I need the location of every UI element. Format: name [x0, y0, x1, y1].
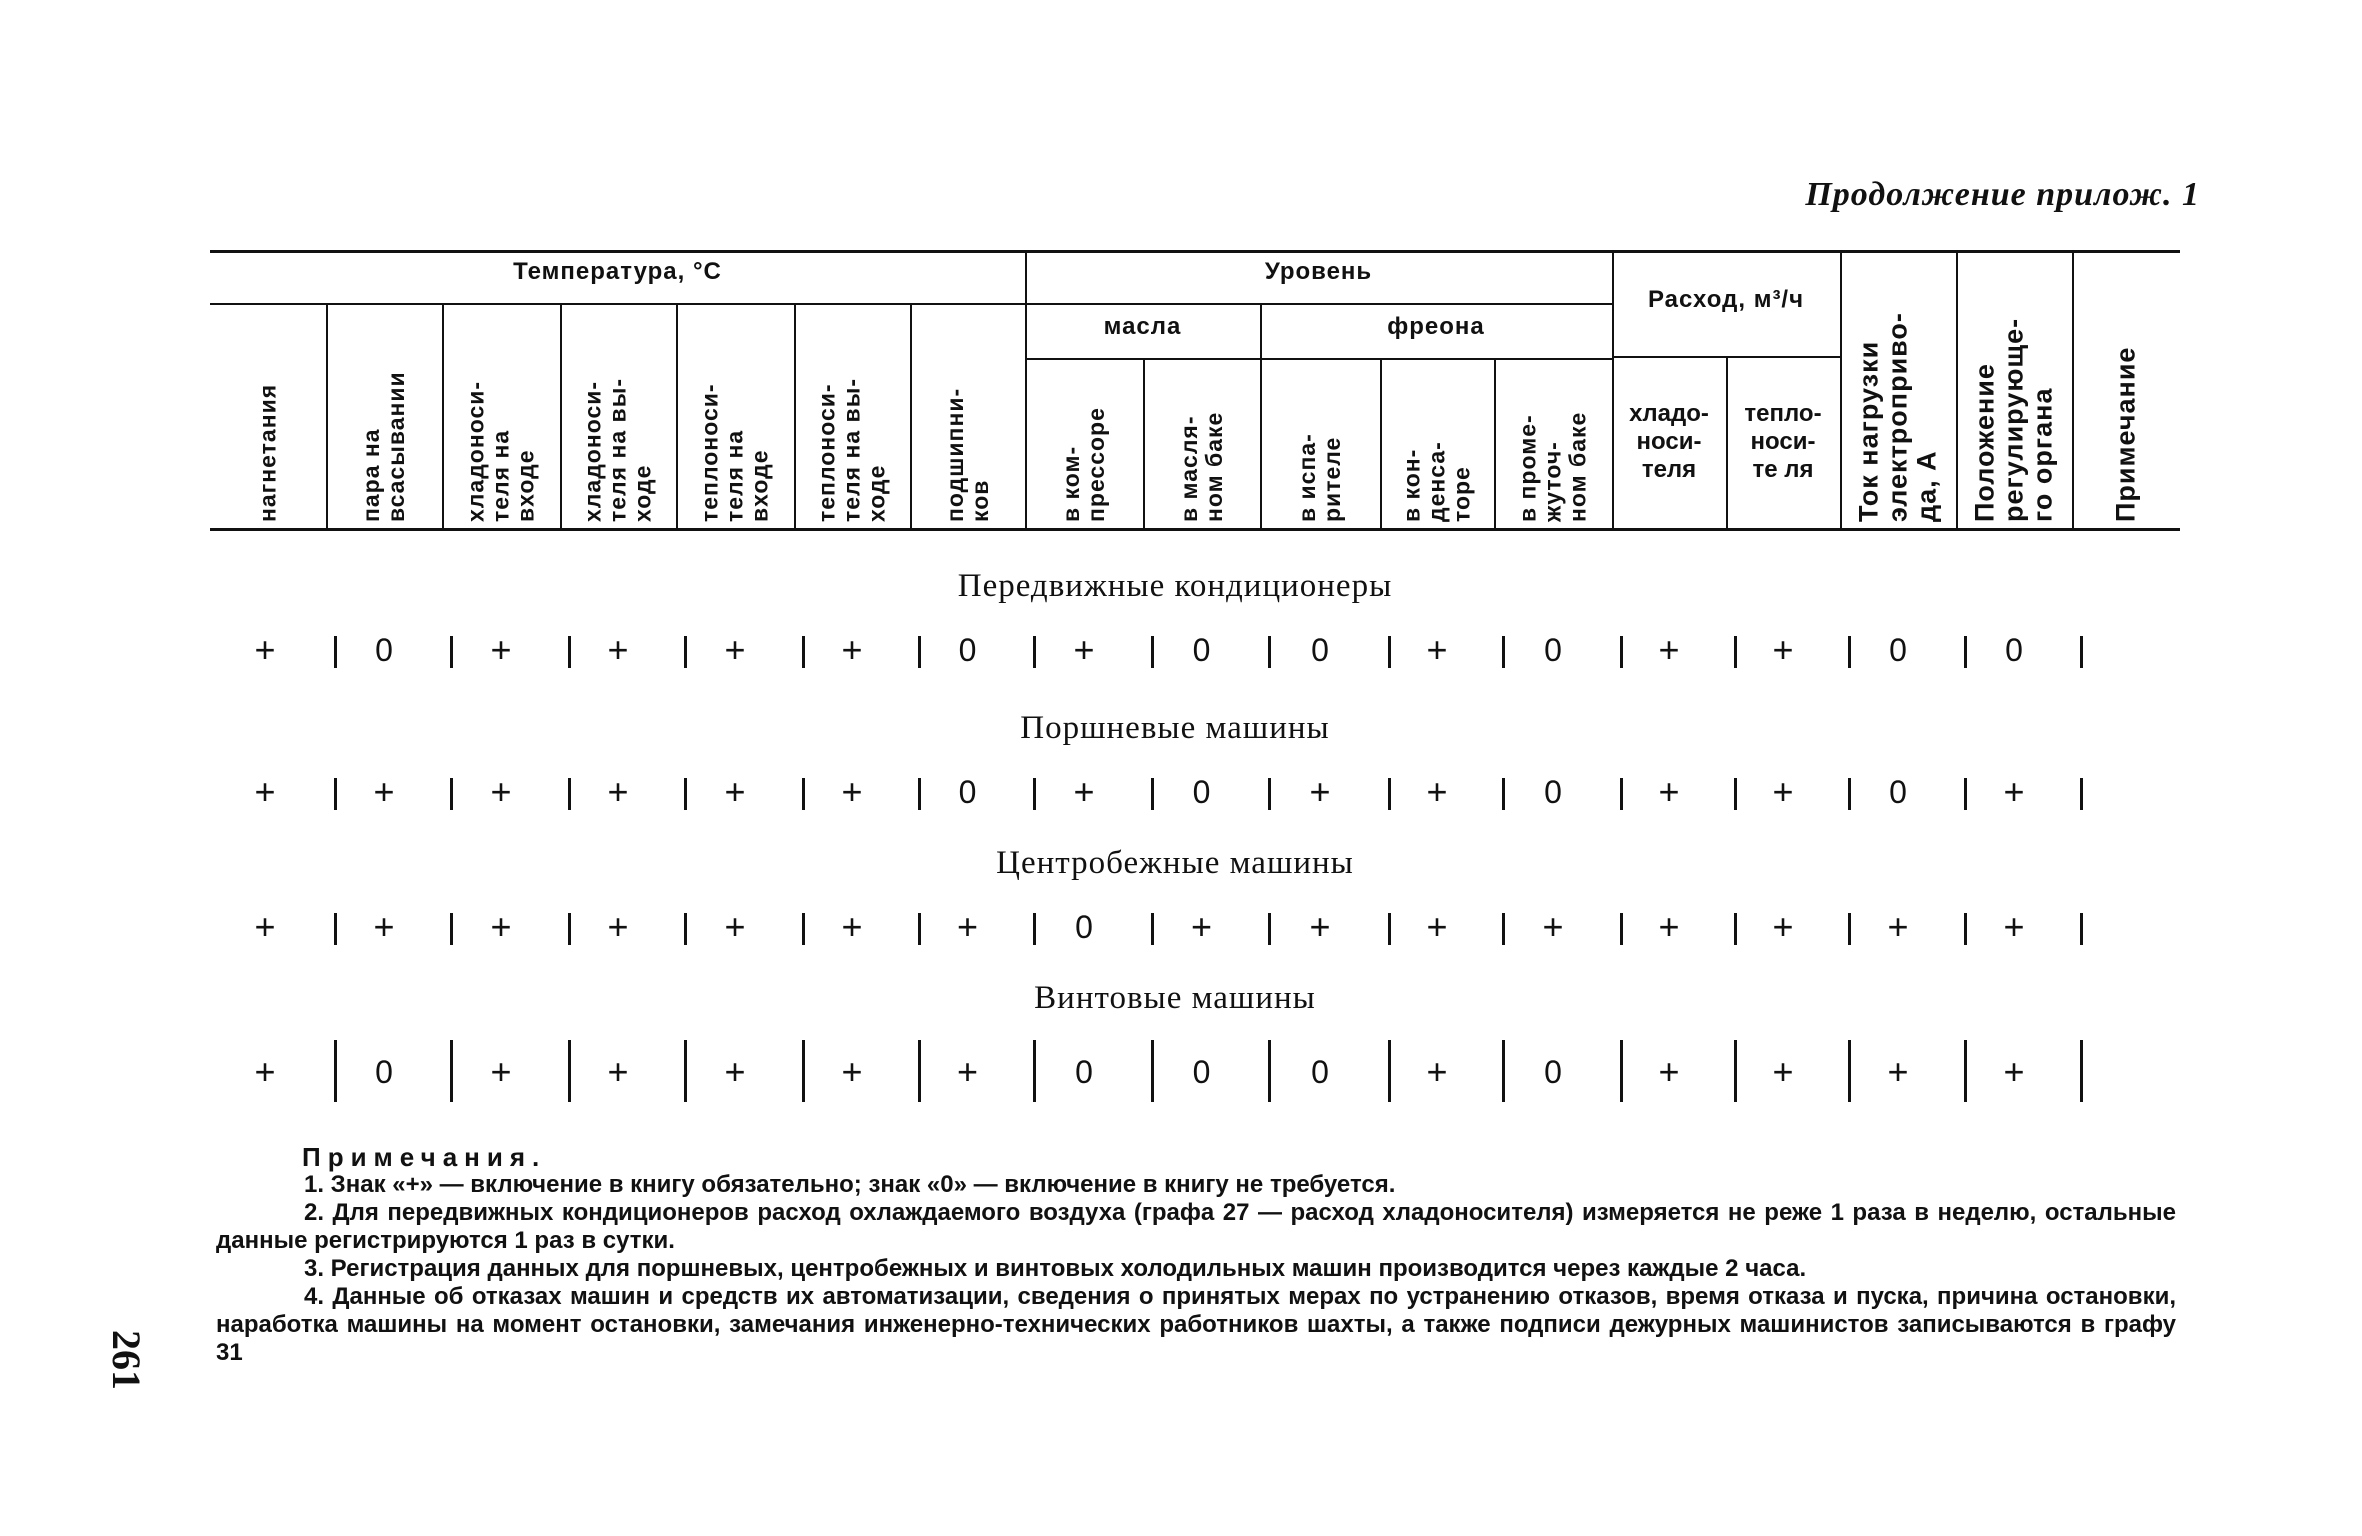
table-cell: + [1658, 906, 1680, 947]
sub-freon-label: фреона [1387, 313, 1485, 340]
column-separator [450, 636, 453, 668]
column-separator [568, 913, 571, 945]
column-separator [684, 778, 687, 810]
column-header-text: теплоноси- теля на входе [696, 383, 773, 522]
table-cell: + [373, 906, 395, 947]
column-header [910, 303, 1025, 528]
table-cell: + [1772, 1051, 1794, 1092]
column-separator [1848, 778, 1851, 810]
column-separator [684, 636, 687, 668]
note-item: 2. Для передвижных кондиционеров расход охлаждаемого воздуха (графа 27 — расход хладоносителя) измеряется не реже 1 раза в неделю, остальные данные регистрируются 1 раз в сутки. [216, 1199, 2176, 1254]
table-cell: + [1542, 906, 1564, 947]
column-header [1143, 358, 1260, 528]
column-header-text: хладоноси- теля на вы- ходе [579, 378, 656, 522]
column-separator [1848, 913, 1851, 945]
table-cell: + [724, 629, 746, 670]
table-cell: 0 [1075, 909, 1093, 945]
column-separator [1151, 778, 1154, 810]
table-cell: + [254, 906, 276, 947]
column-separator [1268, 636, 1271, 668]
column-header [560, 303, 676, 528]
group-temperature-label: Температура, °С [513, 258, 722, 285]
column-separator [334, 778, 337, 810]
column-header [1956, 251, 2072, 528]
column-separator [684, 1040, 687, 1102]
column-separator [1620, 778, 1623, 810]
column-separator [1388, 1040, 1391, 1102]
column-header-line: те ля [1752, 456, 1814, 483]
table-cell: + [1309, 906, 1331, 947]
table-cell: 0 [1889, 632, 1907, 668]
table-cell: + [254, 629, 276, 670]
table-cell: 0 [958, 774, 977, 810]
header-bottom-rule [210, 528, 2180, 531]
column-separator [334, 913, 337, 945]
column-separator [2080, 1040, 2083, 1102]
column-header-text: хладоноси- теля на входе [462, 380, 539, 522]
column-header [210, 303, 326, 528]
column-separator [450, 778, 453, 810]
column-header-text: в кон- денса- торе [1398, 441, 1475, 522]
table-cell: + [1772, 771, 1794, 812]
table-cell: + [724, 906, 746, 947]
column-header [1260, 358, 1380, 528]
column-separator [1151, 913, 1154, 945]
table-cell: 0 [1311, 632, 1329, 668]
column-separator [802, 636, 805, 668]
column-header-text: в проме- жуточ- ном баке [1514, 411, 1591, 522]
table-cell: + [490, 906, 512, 947]
table-cell: + [2003, 1051, 2025, 1092]
column-header [1840, 251, 1956, 528]
table-cell: + [2003, 906, 2025, 947]
table-cell: + [490, 771, 512, 812]
column-header [442, 303, 560, 528]
table-cell: + [1658, 629, 1680, 670]
column-separator [918, 1040, 921, 1102]
table-cell: 0 [1192, 632, 1211, 668]
column-separator [1033, 636, 1036, 668]
column-header-text: пара на всасывании [358, 371, 409, 522]
column-separator [918, 913, 921, 945]
column-separator [1151, 1040, 1154, 1102]
table-cell: + [724, 771, 746, 812]
column-separator [2080, 778, 2083, 810]
table-cell: + [607, 906, 629, 947]
column-separator [1964, 636, 1967, 668]
column-separator [1620, 913, 1623, 945]
column-separator [1033, 913, 1036, 945]
sub-oil-label: масла [1103, 313, 1182, 340]
column-header-line: носи- [1750, 428, 1816, 455]
table-cell: + [1309, 771, 1331, 812]
table-cell: + [607, 1051, 629, 1092]
table-cell: + [724, 1051, 746, 1092]
column-header [1025, 358, 1143, 528]
column-separator [1388, 636, 1391, 668]
table-cell: 0 [1192, 1054, 1211, 1090]
table-cell: + [1887, 1051, 1909, 1092]
table-cell: + [373, 771, 395, 812]
table-row [0, 897, 2362, 957]
table-cell: + [841, 906, 863, 947]
note-item: 1. Знак «+» — включение в книгу обязательно; знак «0» — включение в книгу не требуется. [304, 1171, 1396, 1198]
column-header-text: в испа- рителе [1294, 433, 1345, 522]
note-item: 4. Данные об отказах машин и средств их автоматизации, сведения о принятых мерах по устранению отказов, время отказа и пуска, причина остановки, наработка машины на момент остановки, замечания инженерно-технических работников шахты, а также подписи дежурных машинистов записываются в графу 31 [216, 1283, 2176, 1366]
column-header [794, 303, 910, 528]
column-header-text: теплоноси- теля на вы- ходе [813, 378, 890, 522]
table-cell: + [841, 1051, 863, 1092]
table-cell: + [1772, 629, 1794, 670]
table-cell: 0 [375, 632, 393, 668]
column-header-line: хладо- [1629, 400, 1709, 427]
column-separator [802, 913, 805, 945]
column-separator [2080, 636, 2083, 668]
section-title: Поршневые машины [1020, 710, 1330, 746]
table-cell: 0 [1544, 1054, 1562, 1090]
table-cell: + [1658, 771, 1680, 812]
column-separator [1848, 1040, 1851, 1102]
notes-title: Примечания. [302, 1142, 547, 1172]
table-row [0, 762, 2362, 822]
column-header [676, 303, 794, 528]
column-header-line: тепло- [1744, 400, 1822, 427]
column-separator [1620, 1040, 1623, 1102]
column-separator [1620, 636, 1623, 668]
column-separator [918, 636, 921, 668]
column-separator [802, 1040, 805, 1102]
column-separator [2080, 913, 2083, 945]
column-separator [1388, 913, 1391, 945]
table-cell: + [1426, 771, 1448, 812]
column-header-text: нагнетания [254, 383, 281, 522]
column-separator [1502, 778, 1505, 810]
column-separator [1734, 913, 1737, 945]
column-separator [568, 778, 571, 810]
column-header-text: подшипни- ков [941, 387, 993, 522]
column-separator [334, 1040, 337, 1102]
table-row [0, 620, 2362, 680]
column-separator [1734, 1040, 1737, 1102]
table-cell: + [1426, 629, 1448, 670]
column-separator [334, 636, 337, 668]
column-header [1380, 358, 1494, 528]
table-cell: + [1426, 1051, 1448, 1092]
table-cell: + [607, 629, 629, 670]
notes [216, 1143, 2176, 1367]
table-cell: + [1887, 906, 1909, 947]
table-cell: 0 [2005, 632, 2023, 668]
section-title: Винтовые машины [1034, 980, 1316, 1016]
table-cell: 0 [1192, 774, 1211, 810]
column-separator [450, 913, 453, 945]
table-cell: 0 [1544, 774, 1562, 810]
page-number: 261 [104, 1330, 149, 1390]
table-cell: + [1772, 906, 1794, 947]
column-separator [1964, 778, 1967, 810]
column-separator [1033, 1040, 1036, 1102]
column-header-text: в ком- прессоре [1058, 407, 1109, 522]
table-cell: 0 [1075, 1054, 1093, 1090]
table-cell: 0 [958, 632, 977, 668]
column-separator [1151, 636, 1154, 668]
column-header-line: теля [1641, 456, 1697, 483]
table-row [0, 1032, 2362, 1112]
column-header-text: в масля- ном баке [1175, 411, 1227, 522]
table-cell: + [1658, 1051, 1680, 1092]
note-item: 3. Регистрация данных для поршневых, центробежных и винтовых холодильных машин производится через каждые 2 часа. [304, 1255, 1807, 1282]
table-cell: + [2003, 771, 2025, 812]
table-cell: + [1426, 906, 1448, 947]
group-level-label: Уровень [1264, 258, 1373, 285]
column-header [1612, 400, 1726, 484]
column-separator [1502, 1040, 1505, 1102]
column-header [1494, 358, 1612, 528]
column-header-text: Положение регулирующе- го органа [1969, 317, 2058, 522]
column-separator [1268, 913, 1271, 945]
column-separator [1502, 913, 1505, 945]
column-separator [568, 636, 571, 668]
table-cell: + [490, 1051, 512, 1092]
column-header-line: носи- [1636, 428, 1702, 455]
column-header-text: Примечание [2110, 346, 2141, 522]
group-flow-label: Расход, м³/ч [1647, 286, 1805, 313]
column-separator [1268, 1040, 1271, 1102]
table-cell: 0 [1889, 774, 1907, 810]
table-cell: + [1190, 906, 1213, 947]
column-separator [684, 913, 687, 945]
table-cell: + [490, 629, 512, 670]
column-separator [802, 778, 805, 810]
column-separator [1734, 778, 1737, 810]
table-cell: + [841, 771, 863, 812]
table-cell: + [956, 906, 979, 947]
table-cell: + [254, 771, 276, 812]
column-separator [1268, 778, 1271, 810]
table-cell: + [254, 1051, 276, 1092]
table-cell: 0 [1544, 632, 1562, 668]
column-separator [1964, 1040, 1967, 1102]
column-separator [1848, 636, 1851, 668]
column-separator [918, 778, 921, 810]
column-separator [1964, 913, 1967, 945]
table-cell: 0 [375, 1054, 393, 1090]
section-title: Передвижные кондиционеры [957, 568, 1393, 604]
table-cell: + [607, 771, 629, 812]
column-header-text: Ток нагрузки электроприво- да, А [1853, 312, 1942, 522]
table-cell: + [956, 1051, 979, 1092]
column-separator [1388, 778, 1391, 810]
column-header [2072, 251, 2180, 528]
group-rule-level [1025, 303, 1612, 305]
column-separator [1502, 636, 1505, 668]
column-separator [450, 1040, 453, 1102]
table-cell: + [1073, 771, 1095, 812]
continuation-title: Продолжение прилож. 1 [1805, 176, 2200, 213]
table-cell: + [841, 629, 863, 670]
table-cell: 0 [1311, 1054, 1329, 1090]
section-title: Центробежные машины [996, 845, 1354, 881]
column-header [1726, 400, 1840, 484]
column-separator [1734, 636, 1737, 668]
column-separator [1033, 778, 1036, 810]
table-cell: + [1073, 629, 1095, 670]
column-separator [568, 1040, 571, 1102]
column-header [326, 303, 442, 528]
